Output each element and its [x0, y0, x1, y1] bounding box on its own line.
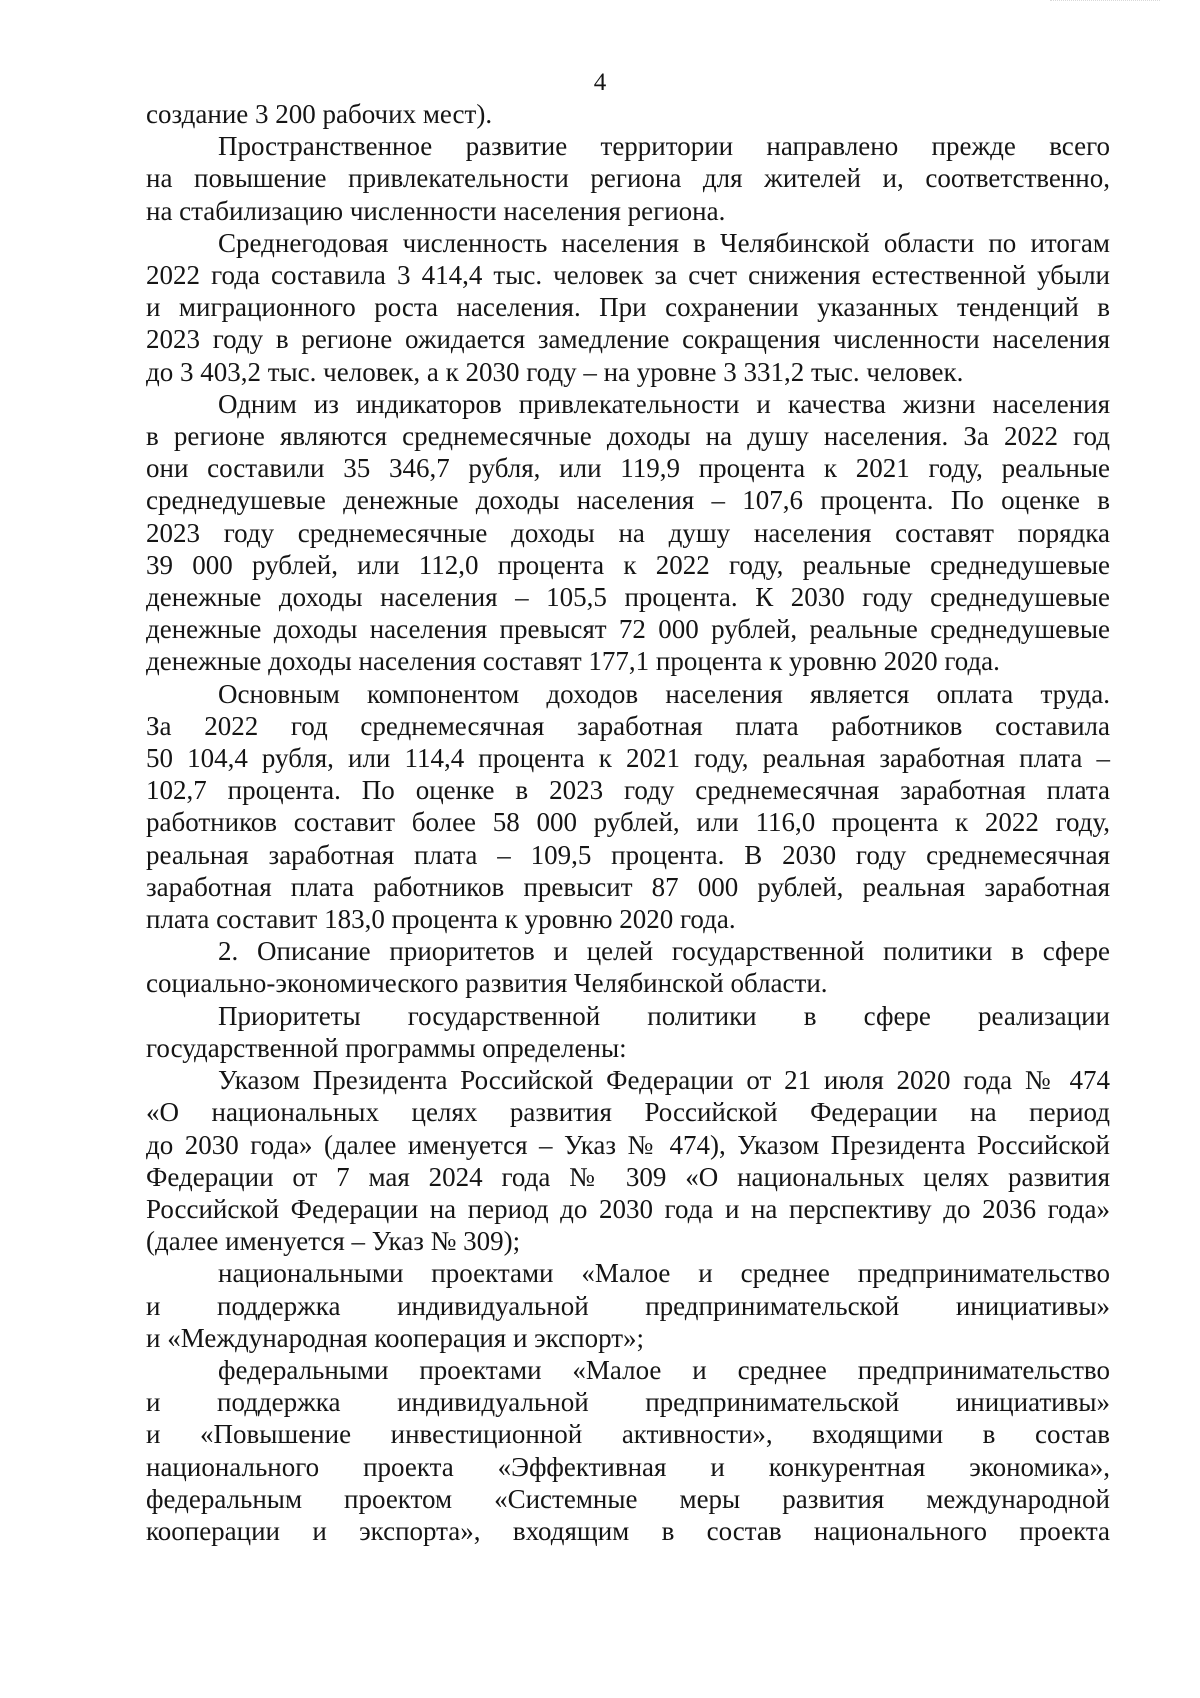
text-line: денежные доходы населения составят 177,1 процента к уровню 2020 года. [146, 646, 1000, 677]
document-body [146, 98, 1110, 1547]
paragraph-job-creation [146, 98, 1110, 130]
text-line: и «Повышение инвестиционной активности», входящими в состав [146, 1419, 1110, 1450]
text-line: работников составит более 58 000 рублей, или 116,0 процента к 2022 году, [146, 807, 1110, 838]
text-line: Одним из индикаторов привлекательности и качества жизни населения [218, 388, 1110, 419]
text-line: Приоритеты государственной политики в сфере реализации [218, 1000, 1110, 1031]
paragraph-national-projects [146, 1257, 1110, 1354]
text-line: денежные доходы населения – 105,5 процента. К 2030 году среднедушевые [146, 582, 1110, 613]
paragraph-section-2-heading [146, 935, 1110, 999]
text-line: они составили 35 346,7 рубля, или 119,9 процента к 2021 году, реальные [146, 453, 1110, 484]
text-line: государственной программы определены: [146, 1032, 627, 1063]
text-line: на стабилизацию численности населения региона. [146, 195, 726, 226]
text-line: Федерации от 7 мая 2024 года № 309 «О национальных целях развития [146, 1161, 1110, 1192]
text-line: социально-экономического развития Челябинской области. [146, 968, 828, 999]
text-line: до 3 403,2 тыс. человек, а к 2030 году – на уровне 3 331,2 тыс. человек. [146, 356, 964, 387]
text-line: на повышение привлекательности региона для жителей и, соответственно, [146, 163, 1110, 194]
paragraph-presidential-decrees [146, 1064, 1110, 1257]
text-line: Пространственное развитие территории направлено прежде всего [218, 131, 1110, 162]
paragraph-income [146, 388, 1110, 678]
paragraph-priorities [146, 1000, 1110, 1064]
paragraph-population [146, 227, 1110, 388]
text-line: Российской Федерации на период до 2030 года и на перспективу до 2036 года» [146, 1193, 1110, 1224]
scan-edge-mark [1050, 0, 1160, 4]
text-line: Среднегодовая численность населения в Челябинской области по итогам [218, 227, 1110, 258]
text-line: и поддержка индивидуальной предпринимательской инициативы» [146, 1290, 1110, 1321]
text-line: 50 104,4 рубля, или 114,4 процента к 2021 году, реальная заработная плата – [146, 743, 1110, 774]
text-line: реальная заработная плата – 109,5 процента. В 2030 году среднемесячная [146, 839, 1110, 870]
text-line: до 2030 года» (далее именуется – Указ № 474), Указом Президента Российской [146, 1129, 1110, 1160]
text-line: в регионе являются среднемесячные доходы на душу населения. За 2022 год [146, 421, 1110, 452]
text-line: федеральными проектами «Малое и среднее предпринимательство [218, 1354, 1110, 1385]
text-line: и «Международная кооперация и экспорт»; [146, 1322, 645, 1353]
text-line: создание 3 200 рабочих мест). [146, 99, 493, 129]
text-line: За 2022 год среднемесячная заработная плата работников составила [146, 710, 1110, 741]
text-line: Основным компонентом доходов населения является оплата труда. [218, 678, 1110, 709]
text-line: и поддержка индивидуальной предпринимательской инициативы» [146, 1387, 1110, 1418]
paragraph-wages [146, 678, 1110, 936]
text-line: национальными проектами «Малое и среднее предпринимательство [218, 1258, 1110, 1289]
text-line: и миграционного роста населения. При сохранении указанных тенденций в [146, 292, 1110, 323]
text-line: 2023 году среднемесячные доходы на душу населения составят порядка [146, 517, 1110, 548]
text-line: (далее именуется – Указ № 309); [146, 1226, 521, 1257]
text-line: Указом Президента Российской Федерации от 21 июля 2020 года № 474 [218, 1065, 1110, 1096]
text-line: среднедушевые денежные доходы населения – 107,6 процента. По оценке в [146, 485, 1110, 516]
text-line: 2022 года составила 3 414,4 тыс. человек за счет снижения естественной убыли [146, 260, 1110, 291]
text-line: денежные доходы населения превысят 72 000 рублей, реальные среднедушевые [146, 614, 1110, 645]
text-line: «О национальных целях развития Российской Федерации на период [146, 1097, 1110, 1128]
text-line: федеральным проектом «Системные меры развития международной [146, 1483, 1110, 1514]
text-line: 102,7 процента. По оценке в 2023 году среднемесячная заработная плата [146, 775, 1110, 806]
text-line: 2. Описание приоритетов и целей государственной политики в сфере [218, 936, 1110, 967]
text-line: 39 000 рублей, или 112,0 процента к 2022 году, реальные среднедушевые [146, 549, 1110, 580]
text-line: национального проекта «Эффективная и конкурентная экономика», [146, 1451, 1110, 1482]
page-number: 4 [593, 69, 607, 96]
paragraph-spatial-development [146, 130, 1110, 227]
paragraph-federal-projects [146, 1354, 1110, 1547]
text-line: 2023 году в регионе ожидается замедление сокращения численности населения [146, 324, 1110, 355]
text-line: плата составит 183,0 процента к уровню 2020 года. [146, 904, 736, 935]
text-line: кооперации и экспорта», входящим в состав национального проекта [146, 1515, 1110, 1546]
text-line: заработная плата работников превысит 87 000 рублей, реальная заработная [146, 871, 1110, 902]
